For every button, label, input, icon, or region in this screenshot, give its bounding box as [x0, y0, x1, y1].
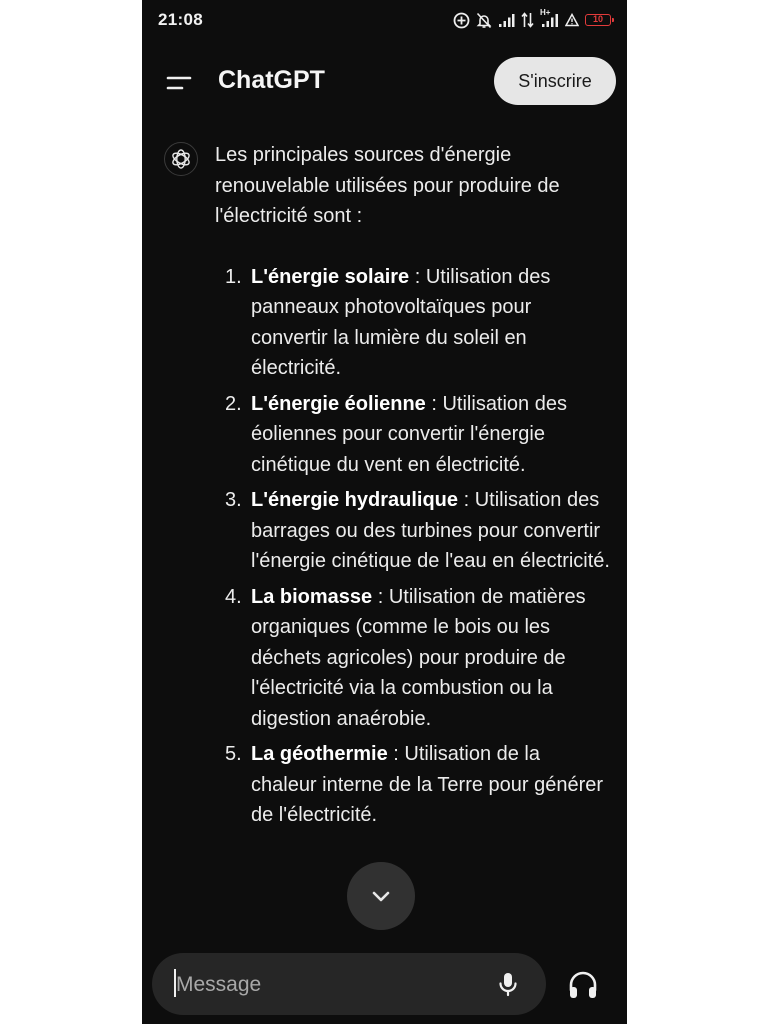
bottom-bar [142, 944, 627, 1024]
chevron-down-icon [367, 882, 395, 910]
signal-icon [498, 13, 515, 28]
list-item [225, 739, 610, 831]
list-item-term: La géothermie [251, 743, 388, 765]
message-intro: Les principales sources d'énergie renouvelable utilisées pour produire de l'électricité sont : [215, 144, 560, 227]
list-item-description: : Utilisation des éoliennes pour convertir l'énergie cinétique du vent en électricité. [251, 392, 567, 476]
message-input[interactable] [174, 965, 478, 1005]
microphone-button[interactable] [494, 970, 522, 998]
list-item-term: L'énergie éolienne [251, 392, 426, 415]
list-item-term: La biomasse [251, 585, 373, 608]
list-item-term: L'énergie hydraulique [251, 489, 459, 511]
text-cursor [174, 969, 176, 997]
list-item-number: 2. [225, 392, 242, 415]
energy-sources-list [215, 262, 610, 831]
battery-icon [585, 14, 611, 26]
list-item [225, 262, 610, 384]
list-item-term: L'énergie solaire [251, 265, 410, 288]
assistant-avatar [164, 142, 198, 176]
list-item [225, 389, 610, 481]
data-transfer-icon [521, 12, 534, 28]
battery-level: 10 [592, 14, 603, 24]
bell-off-icon [476, 12, 492, 29]
status-time: 21:08 [158, 10, 203, 29]
list-item-number: 4. [225, 585, 242, 608]
app-header [142, 52, 627, 112]
headphones-icon [566, 968, 600, 1002]
list-item-description: : Utilisation des barrages ou des turbines pour convertir l'énergie cinétique de l'eau en électricité. [251, 489, 610, 572]
openai-logo-icon [169, 147, 193, 171]
status-icons [453, 7, 611, 29]
list-item-number: 1. [225, 265, 242, 288]
list-item-description: : Utilisation de matières organiques (comme le bois ou les déchets agricoles) pour produire de l'électricité via la combustion ou la digestion anaérobie. [251, 585, 586, 730]
microphone-icon [494, 970, 522, 998]
scroll-down-button[interactable] [347, 862, 415, 930]
voice-mode-button[interactable] [566, 968, 600, 1002]
app-title: ChatGPT [218, 66, 325, 94]
signup-button[interactable]: S'inscrire [494, 57, 616, 105]
list-item [225, 582, 610, 735]
list-item-description: : Utilisation de la chaleur interne de la Terre pour générer de l'électricité. [251, 743, 604, 826]
menu-button[interactable] [164, 68, 194, 98]
list-item [225, 485, 610, 577]
menu-icon [164, 68, 194, 98]
message-composer [152, 953, 546, 1015]
data-saver-icon [453, 12, 470, 29]
list-item-number: 5. [225, 743, 242, 765]
list-item-description: : Utilisation des panneaux photovoltaïques pour convertir la lumière du soleil en électricité. [251, 265, 551, 379]
network-type-indicator: H+ [540, 13, 559, 28]
message-body [215, 140, 610, 836]
status-bar [142, 0, 627, 42]
phone-screen [142, 0, 627, 1024]
list-item-number: 3. [225, 489, 242, 511]
warning-icon [565, 13, 579, 27]
